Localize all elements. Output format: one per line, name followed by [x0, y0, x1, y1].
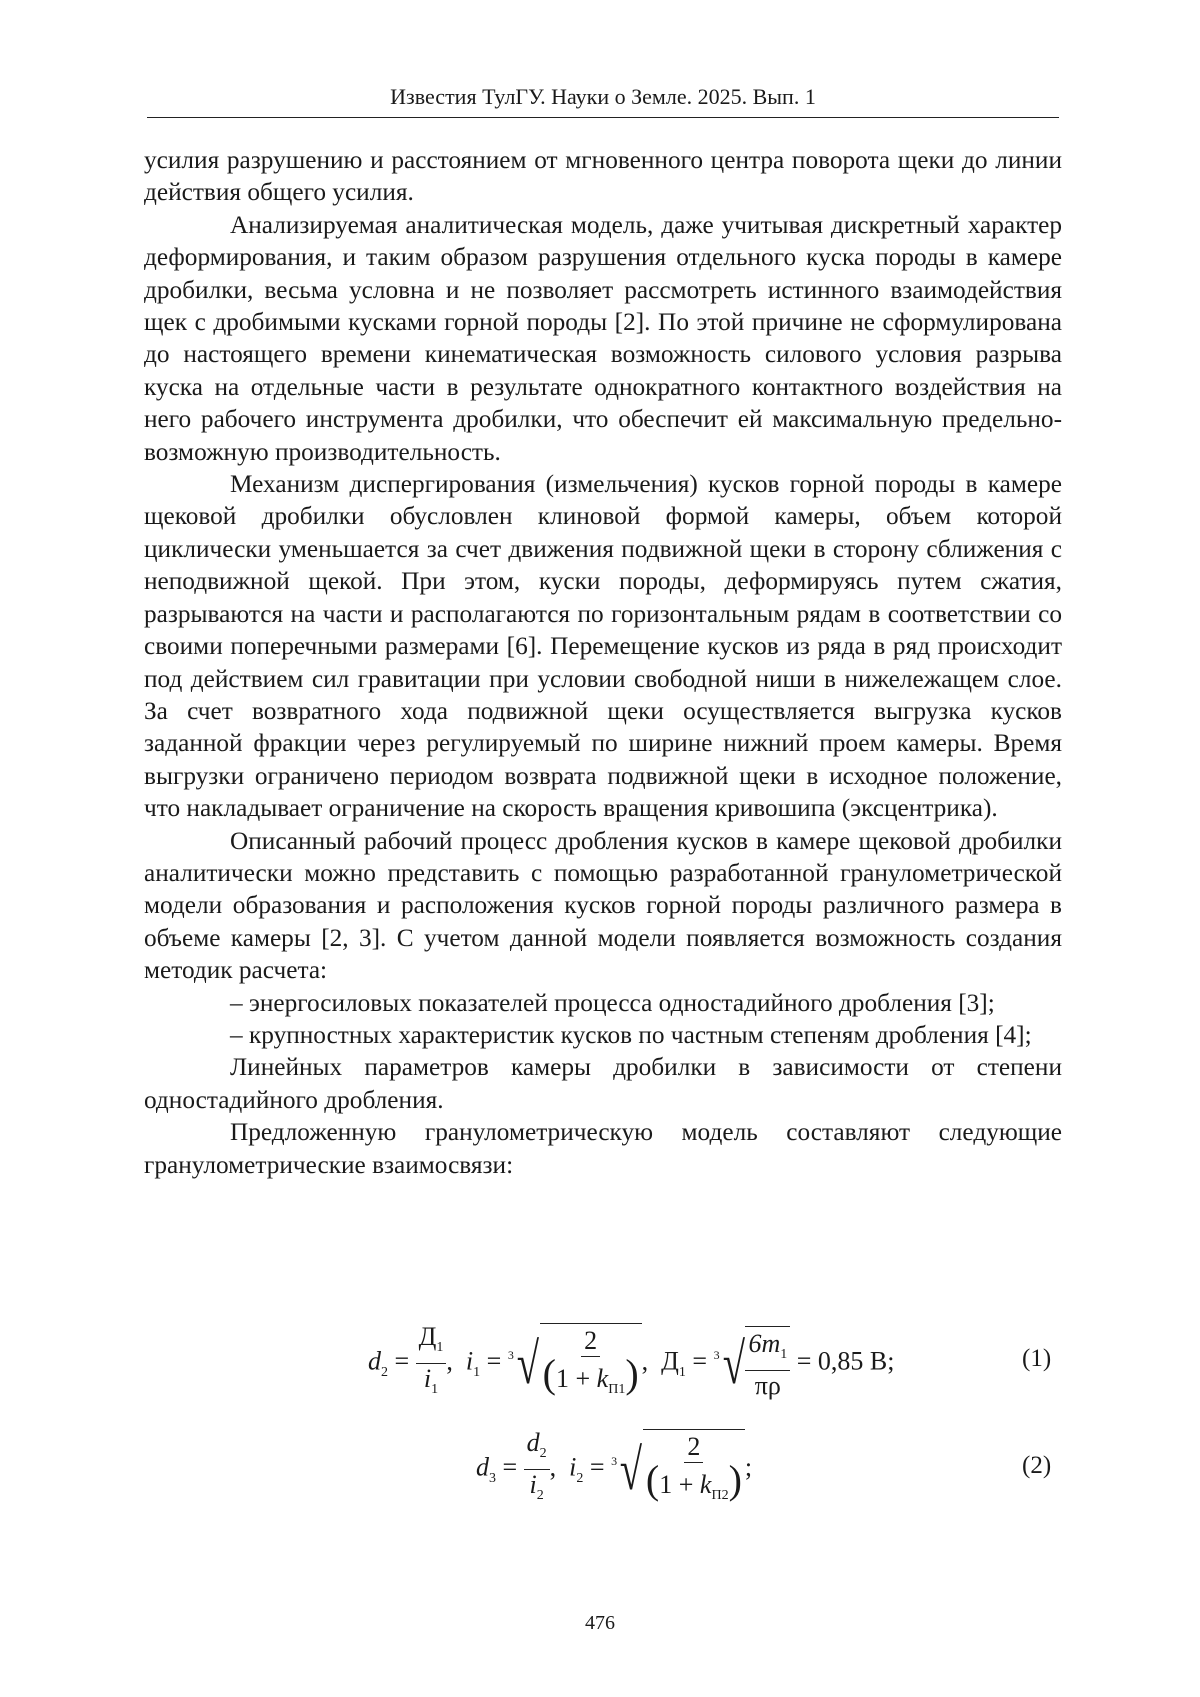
- formula-2: $d_3$ = $\frac{d_2}{i_2}$ , $i_2$ = 3 √ $\frac{2}{(1 + k_{П2})}$ ;: [476, 1428, 752, 1511]
- paragraph-5: Линейных параметров камеры дробилки в зависимости от степени одностадийного дробления.: [144, 1053, 1062, 1114]
- cube-root-2: 3 √ $\frac{6m_1}{\pi\rho}$: [714, 1326, 791, 1401]
- paragraph-1: усилия разрушению и расстоянием от мгновенного центра поворота щеки до линии действия общего усилия.: [144, 146, 1062, 207]
- page-number: 476: [585, 1612, 615, 1634]
- equation-number-1: (1): [1022, 1345, 1052, 1372]
- cube-root-1: 3 √ $\frac{2}{(1 + k_{П1})}$: [508, 1323, 642, 1405]
- body-text: [144, 144, 1062, 1181]
- list-item-1: – энергосиловых показателей процесса одностадийного дробления [3];: [230, 988, 995, 1017]
- paragraph-3: Механизм диспергирования (измельчения) кусков горной породы в камере щековой дробилки обусловлен клиновой формой камеры, объем которой циклически уменьшается за счет движения подвижной щеки в сторону сближения с неподвижной щекой. При этом, куски породы, деформируясь путем сжатия, разрываются на части и располагаются по горизонтальным рядам в соответствии со своими поперечными размерами [6]. Перемещение кусков из ряда в ряд происходит под действием сил гравитации при условии свободной ниши в нижележащем слое. За счет возвратного хода подвижной щеки осуществляется выгрузка кусков заданной фракции через регулируемый по ширине нижний проем камеры. Время выгрузки ограничено периодом возврата подвижной щеки в исходное положение, что накладывает ограничение на скорость вращения кривошипа (эксцентрика).: [144, 470, 1062, 823]
- running-head: Известия ТулГУ. Науки о Земле. 2025. Вып. 1: [390, 84, 816, 109]
- formula-1: $d_2$ = $\frac{Д_1}{i_1}$ , $i_1$ = 3 √ $\frac{2}{(1 + k_{П1})}$ , $Д_1$ = 3 √ $\frac{6m_1}{\pi\rho}$ = 0,85 В;: [368, 1322, 894, 1405]
- equation-number-2: (2): [1022, 1452, 1052, 1479]
- fraction-d1-over-i1: $\frac{Д_1}{i_1}$: [416, 1322, 447, 1405]
- paragraph-2: Анализируемая аналитическая модель, даже учитывая дискретный характер деформирования, и таким образом разрушения отдельного куска породы в камере дробилки, весьма условна и не позволяет рассмотреть истинного взаимодействия щек с дробимыми кусками горной породы [2]. По этой причине не сформулирована до настоящего времени кинематическая возможность силового условия разрыва куска на отдельные части в результате однократного контактного воздействия на него рабочего инструмента дробилки, что обеспечит ей максимальную предельно-возможную производительность.: [144, 210, 1062, 466]
- fraction-d2-over-i2: $\frac{d_2}{i_2}$: [524, 1428, 550, 1511]
- list-item-2: – крупностных характеристик кусков по частным степеням дробления [4];: [230, 1020, 1032, 1049]
- header-rule: [147, 117, 1059, 118]
- paragraph-6: Предложенную гранулометрическую модель составляют следующие гранулометрические взаимосвязи:: [144, 1118, 1062, 1179]
- cube-root-3: 3 √ $\frac{2}{(1 + k_{П2})}$: [611, 1429, 745, 1511]
- paragraph-4: Описанный рабочий процесс дробления кусков в камере щековой дробилки аналитически можно представить с помощью разработанной гранулометрической модели образования и расположения кусков горной породы различного размера в объеме камеры [2, 3]. С учетом данной модели появляется возможность создания методик расчета:: [144, 826, 1062, 985]
